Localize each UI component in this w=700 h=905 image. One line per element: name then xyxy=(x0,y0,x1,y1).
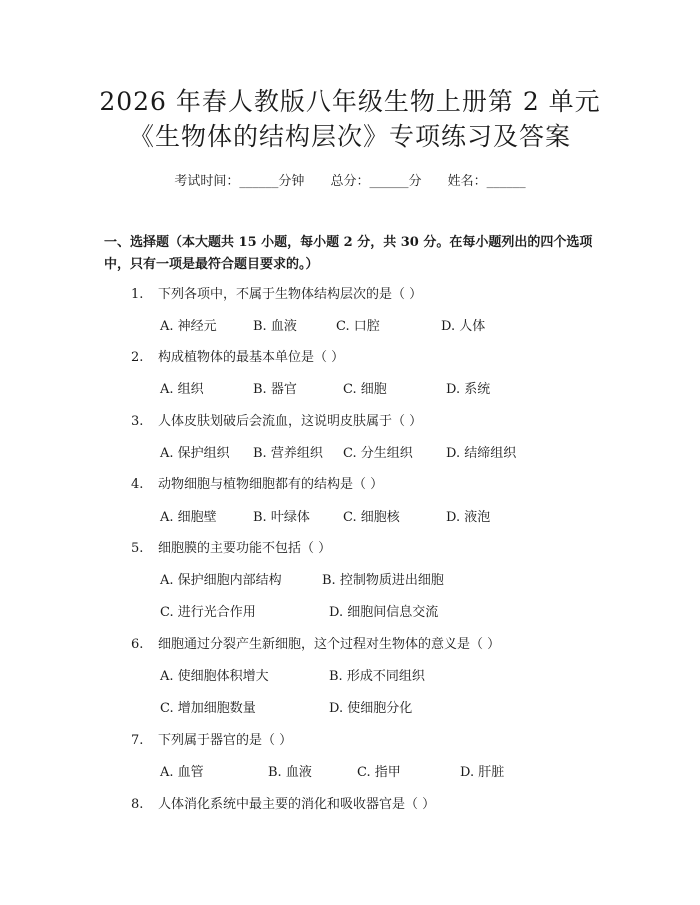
option-d: D. 使细胞分化 xyxy=(329,701,413,716)
option-c: C. 细胞 xyxy=(343,382,387,397)
question-number: 2. xyxy=(131,350,144,365)
question-text: 人体皮肤划破后会流血，这说明皮肤属于（ ） xyxy=(158,414,423,429)
question-number: 1. xyxy=(131,287,144,302)
option-c: C. 口腔 xyxy=(336,319,380,334)
option-c: C. 增加细胞数量 xyxy=(160,701,256,716)
question-4 xyxy=(131,473,383,492)
question-text: 人体消化系统中最主要的消化和吸收器官是（ ） xyxy=(158,797,436,812)
question-text: 细胞通过分裂产生新细胞，这个过程对生物体的意义是（ ） xyxy=(158,637,501,652)
option-b: B. 血液 xyxy=(253,319,297,334)
question-number: 7. xyxy=(131,733,144,748)
option-b: B. 叶绿体 xyxy=(253,510,310,525)
option-a: A. 组织 xyxy=(160,382,204,397)
question-text: 构成植物体的最基本单位是（ ） xyxy=(158,350,345,365)
option-b: B. 血液 xyxy=(268,765,312,780)
option-b: B. 控制物质进出细胞 xyxy=(322,573,444,588)
question-number: 6. xyxy=(131,637,144,652)
question-3 xyxy=(131,410,422,429)
question-number: 8. xyxy=(131,797,144,812)
option-c: C. 指甲 xyxy=(357,765,401,780)
question-number: 5. xyxy=(131,541,144,556)
question-number: 3. xyxy=(131,414,144,429)
question-2 xyxy=(131,346,344,365)
option-d: D. 系统 xyxy=(446,382,491,397)
title-line-1: 2026 年春人教版八年级生物上册第 2 单元 xyxy=(99,87,601,116)
option-a: A. 血管 xyxy=(160,765,204,780)
option-b: B. 营养组织 xyxy=(253,446,323,461)
title-line-2: 《生物体的结构层次》专项练习及答案 xyxy=(128,122,571,151)
question-6 xyxy=(131,633,500,652)
option-d: D. 肝脏 xyxy=(460,765,505,780)
option-d: D. 人体 xyxy=(441,319,486,334)
option-a: A. 保护组织 xyxy=(160,446,230,461)
option-a: A. 使细胞体积增大 xyxy=(160,669,269,684)
question-text: 动物细胞与植物细胞都有的结构是（ ） xyxy=(158,477,384,492)
option-c: C. 细胞核 xyxy=(343,510,400,525)
option-a: A. 神经元 xyxy=(160,319,217,334)
time-field: 考试时间：______分钟 xyxy=(174,174,305,189)
option-d: D. 细胞间信息交流 xyxy=(329,605,439,620)
question-text: 下列属于器官的是（ ） xyxy=(158,733,293,748)
exam-info xyxy=(0,170,700,189)
option-d: D. 结缔组织 xyxy=(446,446,517,461)
option-c: C. 进行光合作用 xyxy=(160,605,256,620)
option-c: C. 分生组织 xyxy=(343,446,413,461)
option-b: B. 形成不同组织 xyxy=(329,669,425,684)
section-heading: 一、选择题（本大题共 15 小题，每小题 2 分，共 30 分。在每小题列出的四个选项中，只有一项是最符合题目要求的。） xyxy=(104,235,593,272)
option-a: A. 保护细胞内部结构 xyxy=(160,573,282,588)
option-a: A. 细胞壁 xyxy=(160,510,217,525)
question-text: 下列各项中，不属于生物体结构层次的是（ ） xyxy=(158,287,423,302)
option-d: D. 液泡 xyxy=(446,510,491,525)
question-5 xyxy=(131,537,331,556)
question-1 xyxy=(131,283,422,302)
question-text: 细胞膜的主要功能不包括（ ） xyxy=(158,541,332,556)
option-b: B. 器官 xyxy=(253,382,297,397)
question-number: 4. xyxy=(131,477,144,492)
score-field: 总分：______分 xyxy=(330,174,422,189)
name-field: 姓名：______ xyxy=(447,174,526,189)
question-8 xyxy=(131,793,435,812)
question-7 xyxy=(131,729,292,748)
